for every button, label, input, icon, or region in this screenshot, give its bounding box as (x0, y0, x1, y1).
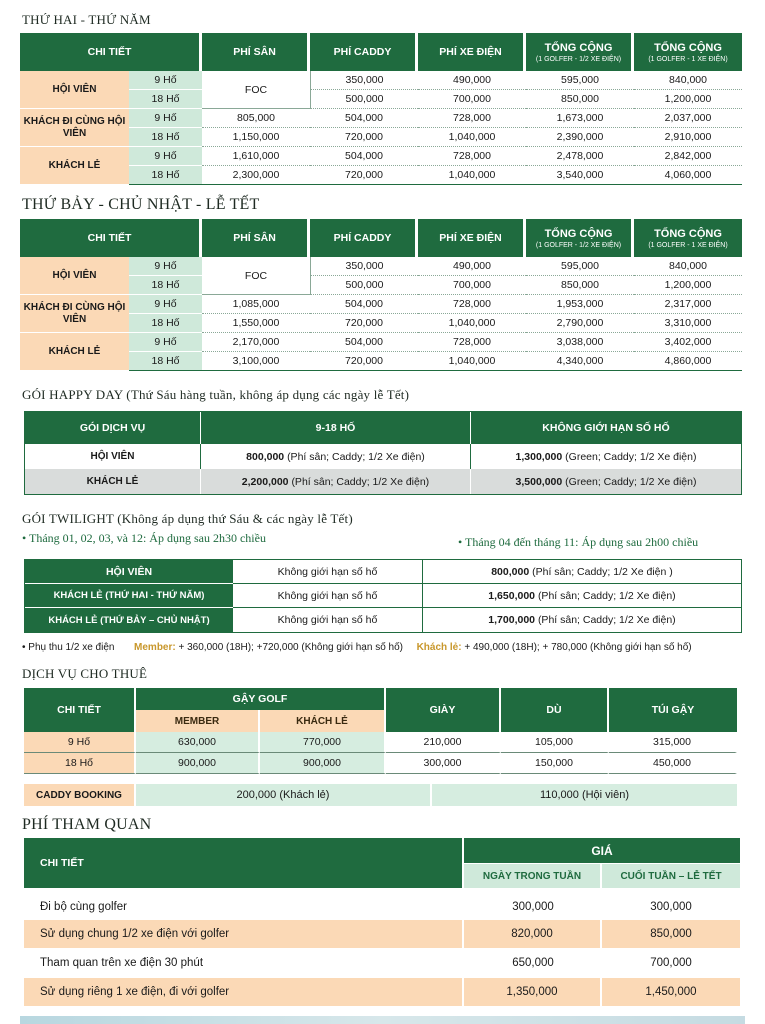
green-fee: 1,085,000 (202, 295, 310, 314)
row-price: 1,650,000 (Phí sân; Caddy; 1/2 Xe điện) (423, 584, 741, 608)
cart-fee: 1,040,000 (418, 166, 526, 185)
cart-fee: 1,040,000 (418, 128, 526, 147)
price-unlimited: 3,500,000 (Green; Caddy; 1/2 Xe điện) (515, 475, 697, 488)
header-green-fee: PHÍ SÂN (202, 33, 310, 71)
caddy-fee: 720,000 (310, 352, 418, 371)
tour-table (24, 838, 740, 1006)
price-unlimited: 1,300,000 (Green; Caddy; 1/2 Xe điện) (515, 450, 697, 463)
header-package: GÓI DỊCH VỤ (25, 412, 201, 444)
total-full: 3,402,000 (634, 333, 742, 352)
row-label: KHÁCH LẺ (THỨ HAI - THỨ NĂM) (25, 584, 233, 608)
cart-fee: 700,000 (418, 276, 526, 295)
tour-weekday-price: 300,000 (512, 901, 554, 913)
weekday-price-table (20, 33, 742, 185)
bag: 450,000 (609, 753, 737, 774)
tour-weekday-price: 820,000 (464, 920, 602, 948)
caddy-fee: 504,000 (310, 109, 418, 128)
row-price: 800,000 (Phí sân; Caddy; 1/2 Xe điện ) (423, 560, 741, 584)
total-half: 1,673,000 (526, 109, 634, 128)
header-umbrella: DÙ (501, 688, 609, 732)
row-label: HỘI VIÊN (25, 560, 233, 584)
bag: 315,000 (609, 732, 737, 753)
holes: 18 Hố (24, 753, 136, 774)
tour-weekday-price: 650,000 (512, 957, 554, 969)
club-member: 630,000 (136, 732, 260, 753)
total-half: 3,038,000 (526, 333, 634, 352)
total-full: 2,910,000 (634, 128, 742, 147)
header-weekday: NGÀY TRONG TUẦN (464, 864, 602, 888)
header-total-half: TỔNG CỘNG (1 GOLFER - 1/2 XE ĐIỆN) (526, 219, 634, 257)
holes: 18 Hố (129, 166, 202, 185)
group-label: KHÁCH LẺ (20, 333, 129, 371)
holes: 9 Hố (129, 147, 202, 166)
green-fee: 1,550,000 (202, 314, 310, 333)
row-label: HỘI VIÊN (25, 444, 201, 469)
caddy-fee: 504,000 (310, 333, 418, 352)
caddy-member-price: 110,000 (Hội viên) (432, 784, 737, 806)
header-detail: CHI TIẾT (24, 838, 464, 888)
caddy-fee: 720,000 (310, 166, 418, 185)
header-total-half: TỔNG CỘNG (1 GOLFER - 1/2 XE ĐIỆN) (526, 33, 634, 71)
cart-fee: 728,000 (418, 147, 526, 166)
total-half: 3,540,000 (526, 166, 634, 185)
header-9-18: 9-18 HỐ (201, 412, 471, 444)
row-holes: Không giới hạn số hố (233, 608, 423, 632)
tour-weekend-price: 300,000 (650, 901, 692, 913)
row-label: KHÁCH LẺ (THỨ BẢY – CHỦ NHẬT) (25, 608, 233, 632)
twilight-bullet-2: • Tháng 04 đến tháng 11: Áp dụng sau 2h00 chiều (458, 535, 699, 549)
tour-weekday-price: 1,350,000 (464, 978, 602, 1006)
holes: 9 Hố (129, 71, 202, 90)
caddy-fee: 500,000 (310, 276, 418, 295)
holes: 9 Hố (129, 333, 202, 352)
total-full: 4,060,000 (634, 166, 742, 185)
green-fee: 1,610,000 (202, 147, 310, 166)
total-half: 595,000 (526, 257, 634, 276)
rental-table (24, 688, 737, 774)
green-fee: 1,150,000 (202, 128, 310, 147)
cart-fee: 728,000 (418, 109, 526, 128)
caddy-booking-table (24, 784, 737, 806)
twilight-table (24, 559, 742, 633)
group-label: HỘI VIÊN (20, 257, 129, 295)
tour-title: PHÍ THAM QUAN (22, 816, 152, 833)
row-label: KHÁCH LẺ (25, 469, 201, 494)
holes: 18 Hố (129, 314, 202, 333)
header-bag: TÚI GẬY (609, 688, 737, 732)
cart-fee: 700,000 (418, 90, 526, 109)
holes: 9 Hố (129, 257, 202, 276)
cart-fee: 490,000 (418, 71, 526, 90)
caddy-fee: 500,000 (310, 90, 418, 109)
weekday-title: THỨ HAI - THỨ NĂM (22, 12, 151, 27)
club-guest: 900,000 (260, 753, 386, 774)
header-cart-fee: PHÍ XE ĐIỆN (418, 33, 526, 71)
total-full: 3,310,000 (634, 314, 742, 333)
row-price: 1,700,000 (Phí sân; Caddy; 1/2 Xe điện) (488, 614, 676, 626)
header-detail: CHI TIẾT (20, 33, 202, 71)
tour-weekend-price: 850,000 (650, 928, 692, 940)
group-label: KHÁCH LẺ (20, 147, 129, 185)
total-full: 1,200,000 (634, 276, 742, 295)
header-total-full: TỔNG CỘNG (1 GOLFER - 1 XE ĐIỆN) (634, 33, 742, 71)
group-label: HỘI VIÊN (20, 71, 129, 109)
header-guest: KHÁCH LẺ (260, 710, 386, 732)
caddy-fee: 720,000 (310, 128, 418, 147)
twilight-title: GÓI TWILIGHT (Không áp dụng thứ Sáu & các ngày lễ Tết) (22, 511, 353, 526)
tour-row-label: Đi bộ cùng golfer (40, 901, 127, 913)
total-half: 850,000 (526, 90, 634, 109)
club-member: 900,000 (136, 753, 260, 774)
holes: 9 Hố (129, 295, 202, 314)
green-fee: 805,000 (202, 109, 310, 128)
caddy-fee: 350,000 (310, 257, 418, 276)
price-9-18: 2,200,000 (Phí sân; Caddy; 1/2 Xe điện) (201, 469, 471, 494)
holes: 18 Hố (129, 90, 202, 109)
happy-day-title: GÓI HAPPY DAY (Thứ Sáu hàng tuần, không áp dụng các ngày lễ Tết) (22, 387, 410, 402)
cart-fee: 1,040,000 (418, 352, 526, 371)
caddy-fee: 504,000 (310, 295, 418, 314)
header-caddy-fee: PHÍ CADDY (310, 33, 418, 71)
tour-row-label: Tham quan trên xe điện 30 phút (40, 957, 204, 969)
shoes: 210,000 (386, 732, 501, 753)
twilight-bullet-1: • Tháng 01, 02, 03, và 12: Áp dụng sau 2h30 chiều (22, 531, 266, 545)
price-9-18: 800,000 (Phí sân; Caddy; 1/2 Xe điện) (201, 444, 471, 469)
tour-weekend-price: 700,000 (650, 957, 692, 969)
header-price: GIÁ (464, 838, 740, 864)
caddy-fee: 720,000 (310, 314, 418, 333)
caddy-booking-label: CADDY BOOKING (24, 784, 136, 806)
green-fee: FOC (202, 257, 310, 295)
green-fee: 2,170,000 (202, 333, 310, 352)
header-detail: CHI TIẾT (20, 219, 202, 257)
total-full: 2,842,000 (634, 147, 742, 166)
green-fee: FOC (202, 71, 310, 109)
shoes: 300,000 (386, 753, 501, 774)
header-green-fee: PHÍ SÂN (202, 219, 310, 257)
cart-fee: 1,040,000 (418, 314, 526, 333)
total-full: 2,317,000 (634, 295, 742, 314)
group-label: KHÁCH ĐI CÙNG HỘI VIÊN (20, 109, 129, 147)
happy-day-table (24, 411, 742, 495)
tour-row-label: Sử dụng riêng 1 xe điện, đi với golfer (24, 978, 464, 1006)
green-fee: 2,300,000 (202, 166, 310, 185)
bottom-photo-strip (20, 1016, 745, 1024)
caddy-guest-price: 200,000 (Khách lẻ) (136, 784, 432, 806)
cart-fee: 728,000 (418, 295, 526, 314)
cart-fee: 490,000 (418, 257, 526, 276)
umbrella: 105,000 (501, 732, 609, 753)
header-clubs: GẬY GOLF (136, 688, 386, 710)
total-half: 2,390,000 (526, 128, 634, 147)
green-fee: 3,100,000 (202, 352, 310, 371)
caddy-fee: 350,000 (310, 71, 418, 90)
total-full: 1,200,000 (634, 90, 742, 109)
total-half: 595,000 (526, 71, 634, 90)
total-half: 1,953,000 (526, 295, 634, 314)
row-holes: Không giới hạn số hố (233, 560, 423, 584)
group-label: KHÁCH ĐI CÙNG HỘI VIÊN (20, 295, 129, 333)
header-shoes: GIÀY (386, 688, 501, 732)
holes: 18 Hố (129, 128, 202, 147)
total-full: 840,000 (634, 257, 742, 276)
header-caddy-fee: PHÍ CADDY (310, 219, 418, 257)
header-member: MEMBER (136, 710, 260, 732)
holes: 9 Hố (24, 732, 136, 753)
weekend-title: THỨ BẢY - CHỦ NHẬT - LỄ TẾT (22, 196, 260, 213)
holes: 18 Hố (129, 276, 202, 295)
header-total-full: TỔNG CỘNG (1 GOLFER - 1 XE ĐIỆN) (634, 219, 742, 257)
club-guest: 770,000 (260, 732, 386, 753)
tour-row-label: Sử dụng chung 1/2 xe điện với golfer (24, 920, 464, 948)
header-cart-fee: PHÍ XE ĐIỆN (418, 219, 526, 257)
total-half: 2,790,000 (526, 314, 634, 333)
umbrella: 150,000 (501, 753, 609, 774)
holes: 9 Hố (129, 109, 202, 128)
total-full: 4,860,000 (634, 352, 742, 371)
weekend-price-table (20, 219, 742, 371)
header-detail: CHI TIẾT (24, 688, 136, 732)
header-weekend: CUỐI TUẦN – LỄ TẾT (602, 864, 740, 888)
total-full: 2,037,000 (634, 109, 742, 128)
rental-title: DỊCH VỤ CHO THUÊ (22, 666, 148, 681)
caddy-fee: 504,000 (310, 147, 418, 166)
surcharge-note: • Phụ thu 1/2 xe điện Member: + 360,000 (18H); +720,000 (Không giới hạn số hố) Khách lẻ: + 490,000 (18H); + 780,000 (Không giới hạn số hố) (22, 642, 692, 653)
total-full: 840,000 (634, 71, 742, 90)
total-half: 2,478,000 (526, 147, 634, 166)
total-half: 4,340,000 (526, 352, 634, 371)
header-unlimited: KHÔNG GIỚI HẠN SỐ HỐ (471, 412, 741, 444)
row-holes: Không giới hạn số hố (233, 584, 423, 608)
tour-weekend-price: 1,450,000 (645, 986, 697, 998)
total-half: 850,000 (526, 276, 634, 295)
cart-fee: 728,000 (418, 333, 526, 352)
holes: 18 Hố (129, 352, 202, 371)
